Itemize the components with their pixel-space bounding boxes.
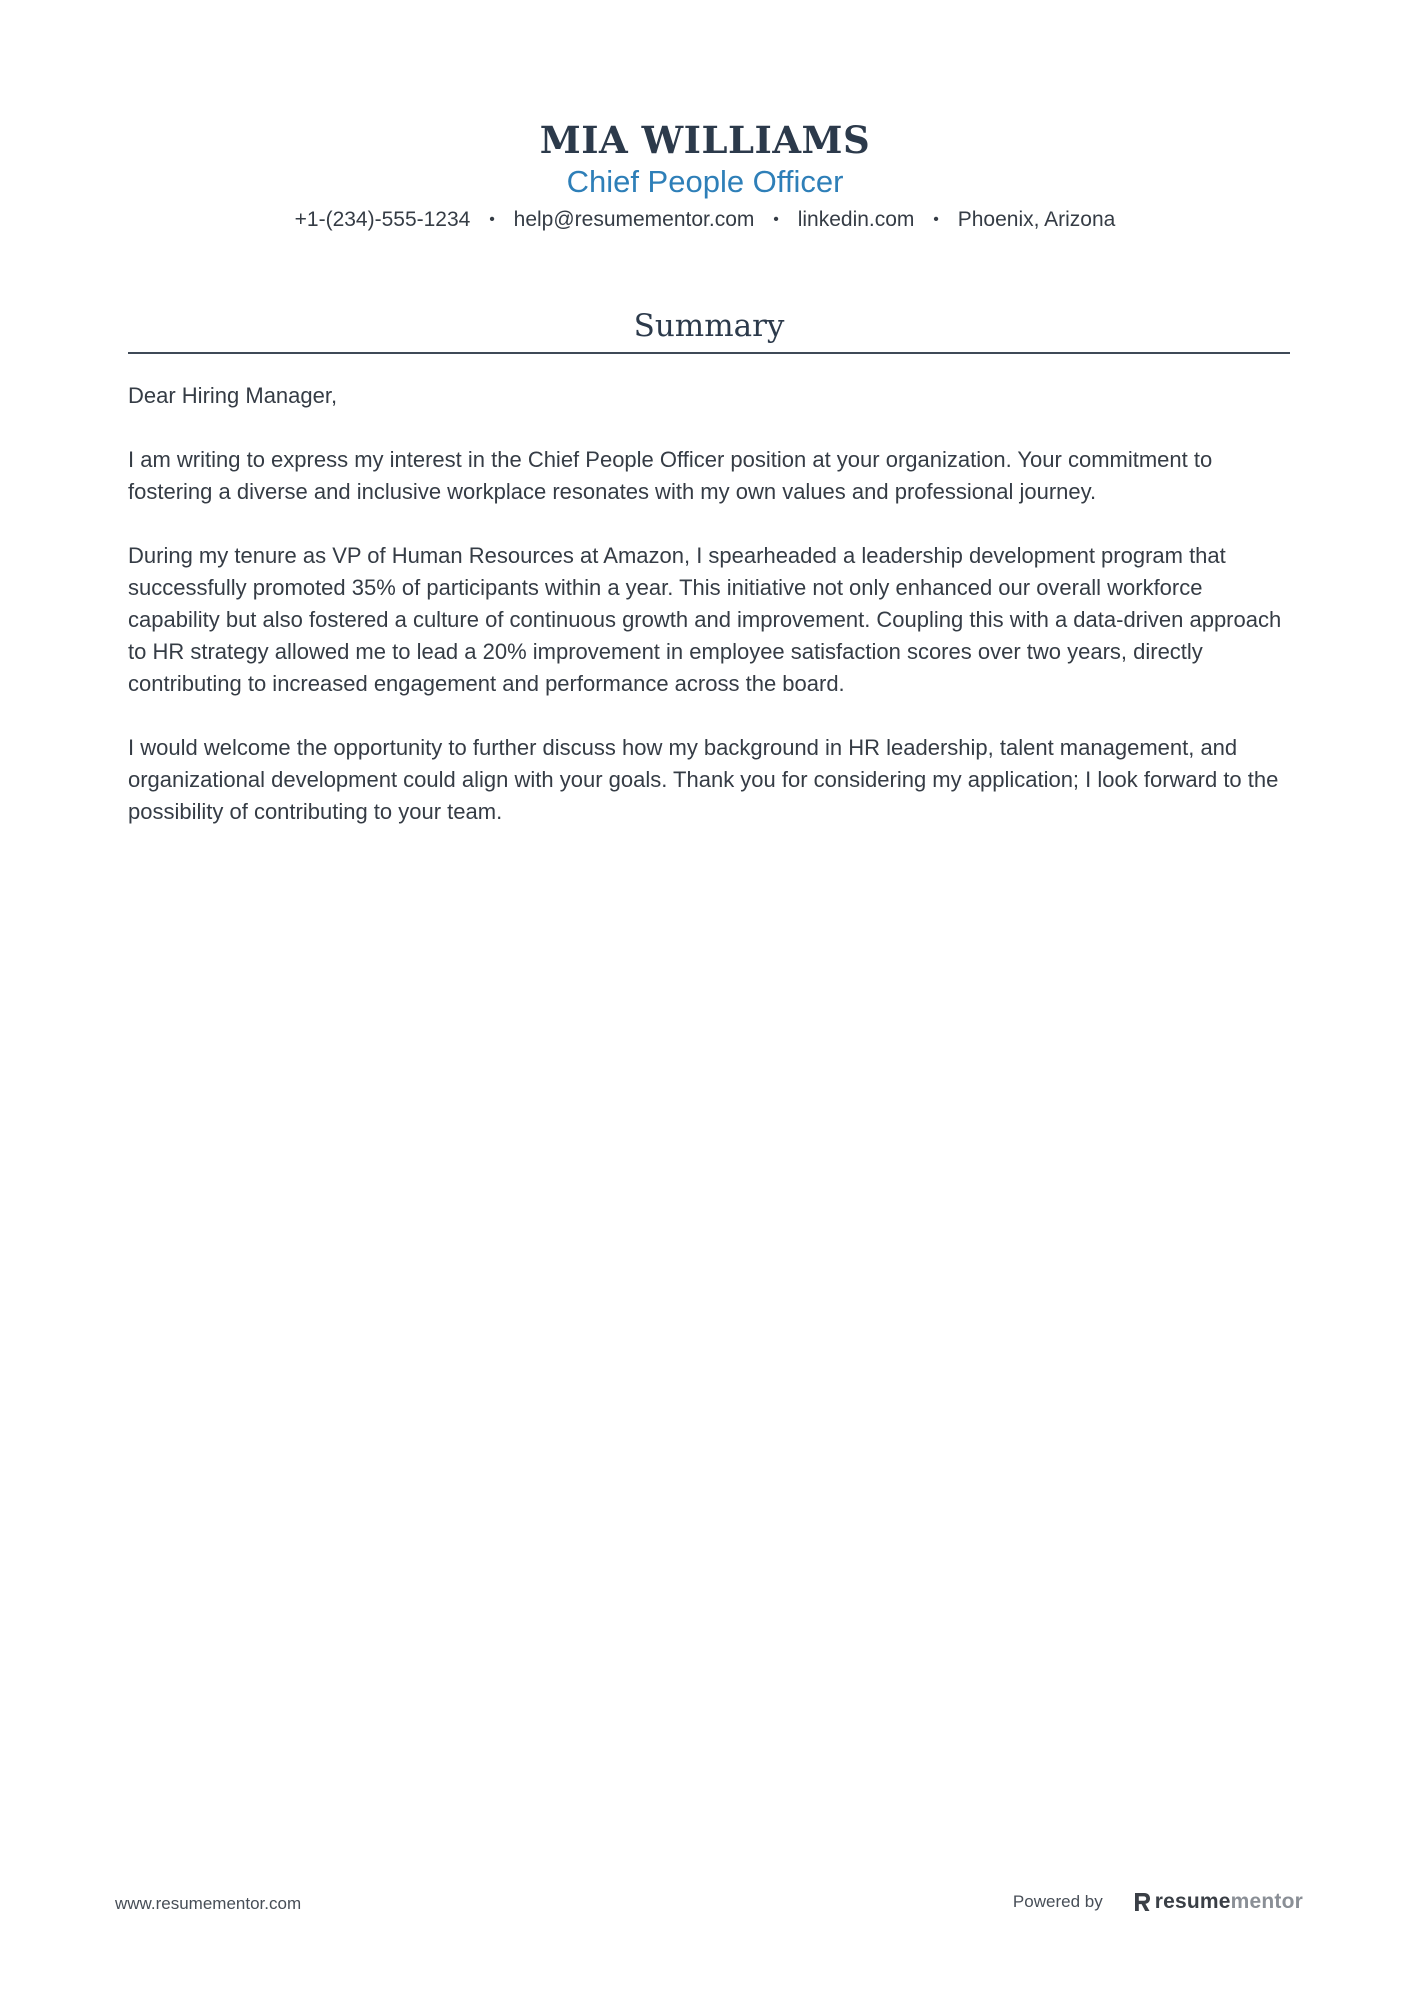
contact-separator: • (773, 211, 779, 228)
brand-text-strong: resume (1154, 1890, 1231, 1913)
letter-salutation: Dear Hiring Manager, (128, 383, 338, 408)
footer-website-link[interactable]: www.resumementor.com (115, 1894, 302, 1913)
contact-line (0, 207, 1410, 233)
contact-separator: • (933, 211, 939, 228)
contact-linkedin[interactable]: linkedin.com (797, 208, 915, 231)
resumementor-wordmark (1155, 1890, 1303, 1914)
letter-paragraph-intro: I am writing to express my interest in the Chief People Officer position at your organization. Your commitment to fostering a diverse and inclusive workplace resonates with my own values and professional journey. (128, 447, 1213, 504)
letter-body (128, 380, 1290, 828)
resume-header (0, 118, 1410, 233)
summary-section (128, 306, 1290, 860)
candidate-name: MIA WILLIAMS (539, 118, 871, 162)
contact-separator: • (489, 211, 495, 228)
brand-text-light: mentor (1230, 1890, 1303, 1913)
resumementor-logo-icon (1133, 1891, 1153, 1913)
contact-email[interactable]: help@resumementor.com (513, 208, 755, 231)
summary-heading: Summary (633, 308, 785, 344)
contact-location: Phoenix, Arizona (957, 208, 1116, 231)
letter-paragraph-closing: I would welcome the opportunity to further discuss how my background in HR leadership, talent management, and organizational development could align with your goals. Thank you for considering my application; I look forward to the possibility of contributing to your team. (128, 735, 1279, 824)
section-divider (128, 352, 1290, 354)
candidate-job-title: Chief People Officer (566, 164, 844, 199)
powered-by-label: Powered by (1012, 1892, 1103, 1911)
footer-powered-by (1013, 1890, 1303, 1914)
letter-paragraph-experience: During my tenure as VP of Human Resources at Amazon, I spearheaded a leadership development program that successfully promoted 35% of participants within a year. This initiative not only enhanced our overall workforce capability but also fostered a culture of continuous growth and improvement. Coupling this with a data-driven approach to HR strategy allowed me to lead a 20% improvement in employee satisfaction scores over two years, directly contributing to increased engagement and performance across the board. (128, 543, 1282, 696)
contact-phone: +1-(234)-555-1234 (294, 208, 471, 231)
